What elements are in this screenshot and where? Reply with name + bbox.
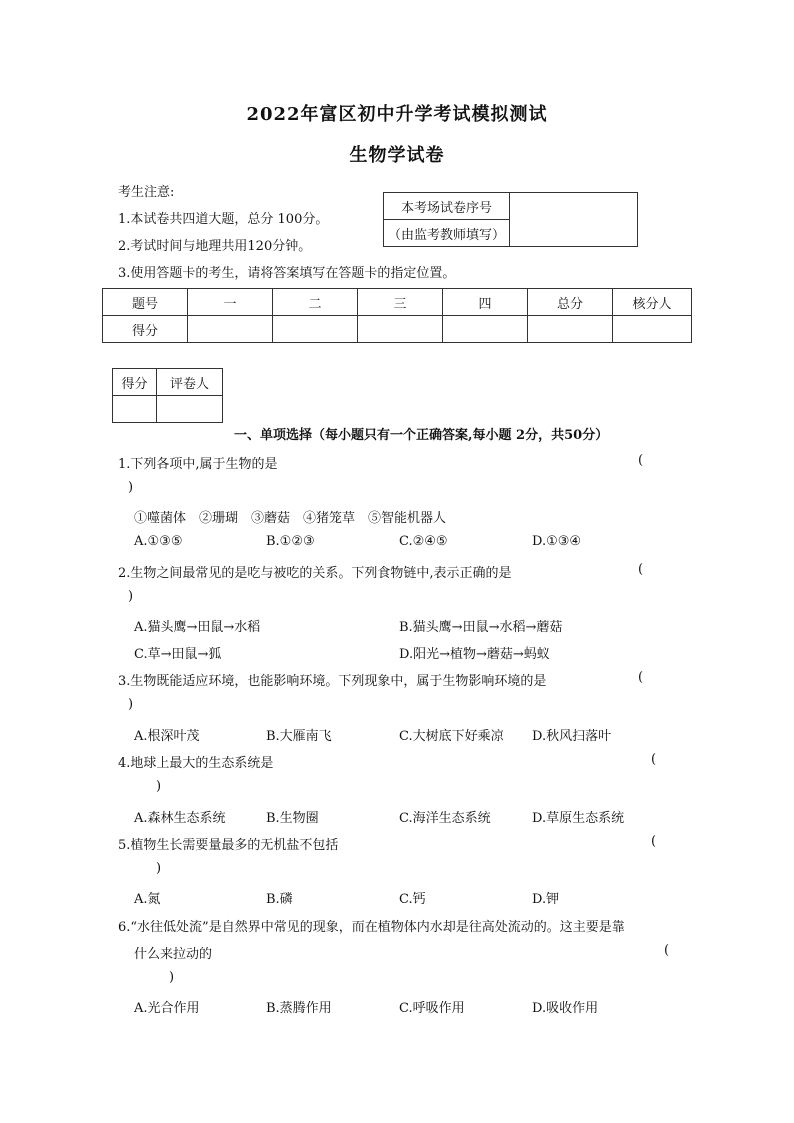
score-header-cell: 总分 <box>528 289 613 316</box>
option-b[interactable]: B.蒸腾作用 <box>266 1001 332 1016</box>
serial-label-line2: （由监考教师填写） <box>384 220 510 247</box>
question-stem: 3.生物既能适应环境，也能影响环境。下列现象中，属于生物影响环境的是 <box>118 674 547 689</box>
option-c[interactable]: C.呼吸作用 <box>399 1001 465 1016</box>
grader-label: 评卷人 <box>157 369 223 396</box>
option-d[interactable]: D.钾 <box>532 892 560 907</box>
question-items-line: ①噬菌体 ②珊瑚 ③蘑菇 ④猪笼草 ⑤智能机器人 <box>134 511 447 526</box>
serial-label-line1: 本考场试卷序号 <box>384 193 510 220</box>
score-cell[interactable] <box>358 316 443 343</box>
notice-item: 2.考试时间与地理共用120分钟。 <box>118 239 312 254</box>
score-header-cell: 四 <box>443 289 528 316</box>
answer-close-paren: ) <box>128 480 134 495</box>
answer-close-paren: ) <box>128 589 134 604</box>
answer-close-paren: ) <box>169 970 175 985</box>
answer-open-paren: ( <box>638 453 644 468</box>
option-b[interactable]: B.①②③ <box>266 534 315 549</box>
option-c[interactable]: C.②④⑤ <box>399 534 448 549</box>
question-stem: 1.下列各项中,属于生物的是 <box>118 457 278 472</box>
exam-subtitle: 生物学试卷 <box>349 145 445 166</box>
score-header-cell: 二 <box>273 289 358 316</box>
option-a[interactable]: A.猫头鹰→田鼠→水稻 <box>134 620 261 635</box>
option-d[interactable]: D.①③④ <box>532 534 582 549</box>
option-b[interactable]: B.生物圈 <box>266 811 319 826</box>
option-a[interactable]: A.氮 <box>134 892 161 907</box>
option-b[interactable]: B.猫头鹰→田鼠→水稻→蘑菇 <box>399 620 563 635</box>
option-c[interactable]: C.海洋生态系统 <box>399 811 491 826</box>
option-a[interactable]: A.根深叶茂 <box>134 729 200 744</box>
exam-title: 2022年富区初中升学考试模拟测试 <box>246 104 548 125</box>
option-c[interactable]: C.大树底下好乘凉 <box>399 729 504 744</box>
option-d[interactable]: D.阳光→植物→蘑菇→蚂蚁 <box>399 647 550 662</box>
notice-heading: 考生注意: <box>118 185 175 200</box>
question-stem: 6.“水往低处流”是自然界中常见的现象，而在植物体内水却是往高处流动的。这主要是靠 <box>118 920 625 935</box>
serial-number-box <box>383 192 638 247</box>
option-b[interactable]: B.磷 <box>266 892 293 907</box>
question-stem: 4.地球上最大的生态系统是 <box>118 756 274 771</box>
option-d[interactable]: D.草原生态系统 <box>532 811 625 826</box>
grader-name-cell[interactable] <box>157 396 223 423</box>
score-header-cell: 三 <box>358 289 443 316</box>
question-stem: 5.植物生长需要量最多的无机盐不包括 <box>118 838 339 853</box>
option-c[interactable]: C.钙 <box>399 892 426 907</box>
score-row-label: 得分 <box>103 316 188 343</box>
answer-close-paren: ) <box>156 861 162 876</box>
score-header-cell: 一 <box>188 289 273 316</box>
score-cell[interactable] <box>613 316 692 343</box>
score-cell[interactable] <box>188 316 273 343</box>
score-cell[interactable] <box>273 316 358 343</box>
question-stem-continuation: 什么来拉动的 <box>134 947 213 962</box>
answer-open-paren: ( <box>651 834 657 849</box>
score-table <box>102 288 692 343</box>
answer-open-paren: ( <box>638 670 644 685</box>
notice-item: 1.本试卷共四道大题，总分 100分。 <box>118 212 329 227</box>
answer-close-paren: ) <box>156 779 162 794</box>
answer-close-paren: ) <box>128 697 134 712</box>
notice-item: 3.使用答题卡的考生，请将答案填写在答题卡的指定位置。 <box>118 266 456 281</box>
answer-open-paren: ( <box>651 752 657 767</box>
score-cell[interactable] <box>528 316 613 343</box>
grader-score-label: 得分 <box>113 369 157 396</box>
grader-table <box>112 368 223 423</box>
score-cell[interactable] <box>443 316 528 343</box>
section-title: 一、单项选择（每小题只有一个正确答案,每小题 2分，共50分） <box>234 428 609 443</box>
option-a[interactable]: A.光合作用 <box>134 1001 200 1016</box>
question-stem: 2.生物之间最常见的是吃与被吃的关系。下列食物链中,表示正确的是 <box>118 566 512 581</box>
grader-score-cell[interactable] <box>113 396 157 423</box>
option-c[interactable]: C.草→田鼠→狐 <box>134 647 222 662</box>
answer-open-paren: ( <box>638 562 644 577</box>
option-d[interactable]: D.秋风扫落叶 <box>532 729 612 744</box>
option-b[interactable]: B.大雁南飞 <box>266 729 332 744</box>
option-a[interactable]: A.森林生态系统 <box>134 811 226 826</box>
option-a[interactable]: A.①③⑤ <box>134 534 183 549</box>
option-d[interactable]: D.吸收作用 <box>532 1001 599 1016</box>
answer-open-paren: ( <box>664 943 670 958</box>
serial-entry-cell[interactable] <box>510 193 638 247</box>
score-header-cell: 题号 <box>103 289 188 316</box>
score-table-row <box>103 316 692 343</box>
score-header-cell: 核分人 <box>613 289 692 316</box>
score-table-header-row <box>103 289 692 316</box>
